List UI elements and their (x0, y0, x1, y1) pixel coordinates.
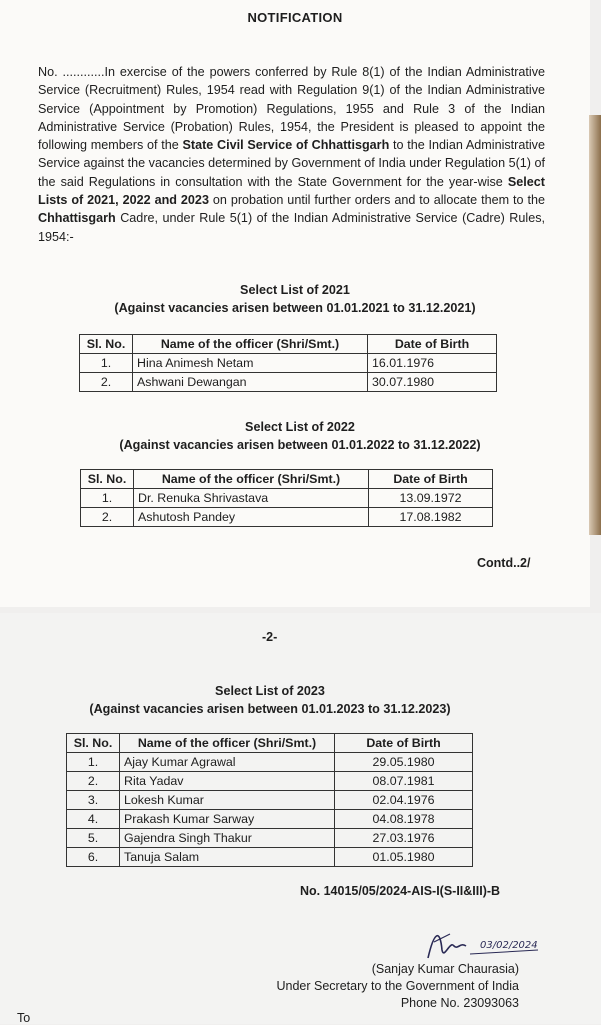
table-row (81, 508, 493, 527)
table-row (67, 791, 473, 810)
select-list-2023-table (66, 733, 473, 867)
intro-text-4: Cadre, under Rule 5(1) of the Indian Administrative Service (Cadre) Rules, 1954:- (38, 211, 545, 244)
cell-officer-name: Tanuja Salam (120, 848, 335, 867)
table-row (80, 373, 497, 392)
cell-sl-no: 5. (67, 829, 120, 848)
signatory-name: (Sanjay Kumar Chaurasia) (371, 962, 519, 976)
intro-text-3: on probation until further orders and to allocate them to the (208, 193, 546, 208)
select-list-2023-heading (0, 682, 540, 718)
col-officer-name: Name of the officer (Shri/Smt.) (120, 734, 335, 753)
select-list-2022-subtitle: (Against vacancies arisen between 01.01.2022 to 31.12.2022) (119, 438, 481, 452)
cell-officer-name: Prakash Kumar Sarway (120, 810, 335, 829)
table-row (67, 753, 473, 772)
cell-officer-name: Ajay Kumar Agrawal (120, 753, 335, 772)
table-header-row (81, 470, 493, 489)
cell-officer-name: Rita Yadav (120, 772, 335, 791)
select-list-2023-subtitle: (Against vacancies arisen between 01.01.2023 to 31.12.2023) (89, 702, 451, 716)
cell-date-of-birth: 01.05.1980 (335, 848, 473, 867)
photo-edge-strip (589, 115, 601, 535)
cell-sl-no: 2. (67, 772, 120, 791)
cell-sl-no: 1. (67, 753, 120, 772)
select-list-2021-heading (0, 281, 590, 317)
table-row (67, 810, 473, 829)
cell-date-of-birth: 16.01.1976 (368, 354, 497, 373)
cell-date-of-birth: 02.04.1976 (335, 791, 473, 810)
col-officer-name: Name of the officer (Shri/Smt.) (133, 335, 368, 354)
cell-officer-name: Lokesh Kumar (120, 791, 335, 810)
table-row (67, 848, 473, 867)
cell-date-of-birth: 13.09.1972 (369, 489, 493, 508)
select-list-2021-title: Select List of 2021 (240, 283, 350, 297)
reference-number: No. 14015/05/2024-AIS-I(S-II&III)-B (300, 884, 501, 898)
to-label: To (17, 1011, 31, 1025)
select-list-2021-table (79, 334, 497, 392)
cell-date-of-birth: 30.07.1980 (368, 373, 497, 392)
select-list-2022-table (80, 469, 493, 527)
table-row (67, 772, 473, 791)
select-list-2023-title: Select List of 2023 (215, 684, 325, 698)
cell-officer-name: Hina Animesh Netam (133, 354, 368, 373)
cell-date-of-birth: 08.07.1981 (335, 772, 473, 791)
table-row (80, 354, 497, 373)
intro-paragraph (38, 63, 545, 246)
cell-date-of-birth: 04.08.1978 (335, 810, 473, 829)
table-header-row (80, 335, 497, 354)
intro-bold-1: State Civil Service of Chhattisgarh (182, 138, 390, 153)
table-row (81, 489, 493, 508)
intro-bold-3: Chhattisgarh (38, 211, 116, 226)
select-list-2022-title: Select List of 2022 (245, 420, 355, 434)
col-sl-no: Sl. No. (81, 470, 134, 489)
table-row (67, 829, 473, 848)
col-officer-name: Name of the officer (Shri/Smt.) (134, 470, 369, 489)
cell-sl-no: 2. (80, 373, 133, 392)
cell-sl-no: 4. (67, 810, 120, 829)
col-sl-no: Sl. No. (80, 335, 133, 354)
cell-officer-name: Ashwani Dewangan (133, 373, 368, 392)
cell-sl-no: 3. (67, 791, 120, 810)
intro-text-2: to the Indian Administrative Service against the vacancies determined by Government of India under Regulation 5(1) of the said Regulations in consultation with the State Government for the year-wise (38, 138, 545, 189)
select-list-2022-heading (0, 418, 600, 454)
signatory-phone: Phone No. 23093063 (400, 996, 519, 1010)
cell-sl-no: 6. (67, 848, 120, 867)
table-header-row (67, 734, 473, 753)
cell-officer-name: Gajendra Singh Thakur (120, 829, 335, 848)
cell-officer-name: Dr. Renuka Shrivastava (134, 489, 369, 508)
intro-bold-2: Select Lists of 2021, 2022 and 2023 (38, 174, 545, 208)
page-number: -2- (262, 630, 278, 644)
col-date-of-birth: Date of Birth (335, 734, 473, 753)
col-sl-no: Sl. No. (67, 734, 120, 753)
cell-date-of-birth: 29.05.1980 (335, 753, 473, 772)
col-date-of-birth: Date of Birth (369, 470, 493, 489)
continued-note: Contd..2/ (477, 556, 531, 570)
page-title: NOTIFICATION (247, 10, 343, 25)
cell-officer-name: Ashutosh Pandey (134, 508, 369, 527)
cell-sl-no: 2. (81, 508, 134, 527)
cell-sl-no: 1. (81, 489, 134, 508)
intro-text-1: No. ............In exercise of the powers conferred by Rule 8(1) of the Indian Administrative Service (Recruitment) Rules, 1954 read with Regulation 9(1) of the Indian Administrative Service (Appointment by Promotion) Regulations, 1955 and Rule 3 of the Indian Administrative Service (Probation) Rules, 1954, the President is pleased to appoint the following members of the (38, 65, 545, 153)
col-date-of-birth: Date of Birth (368, 335, 497, 354)
cell-sl-no: 1. (80, 354, 133, 373)
cell-date-of-birth: 17.08.1982 (369, 508, 493, 527)
select-list-2021-subtitle: (Against vacancies arisen between 01.01.2021 to 31.12.2021) (114, 301, 476, 315)
cell-date-of-birth: 27.03.1976 (335, 829, 473, 848)
signatory-designation: Under Secretary to the Government of India (276, 979, 519, 993)
signature-date: 03/02/2024 (480, 940, 538, 951)
